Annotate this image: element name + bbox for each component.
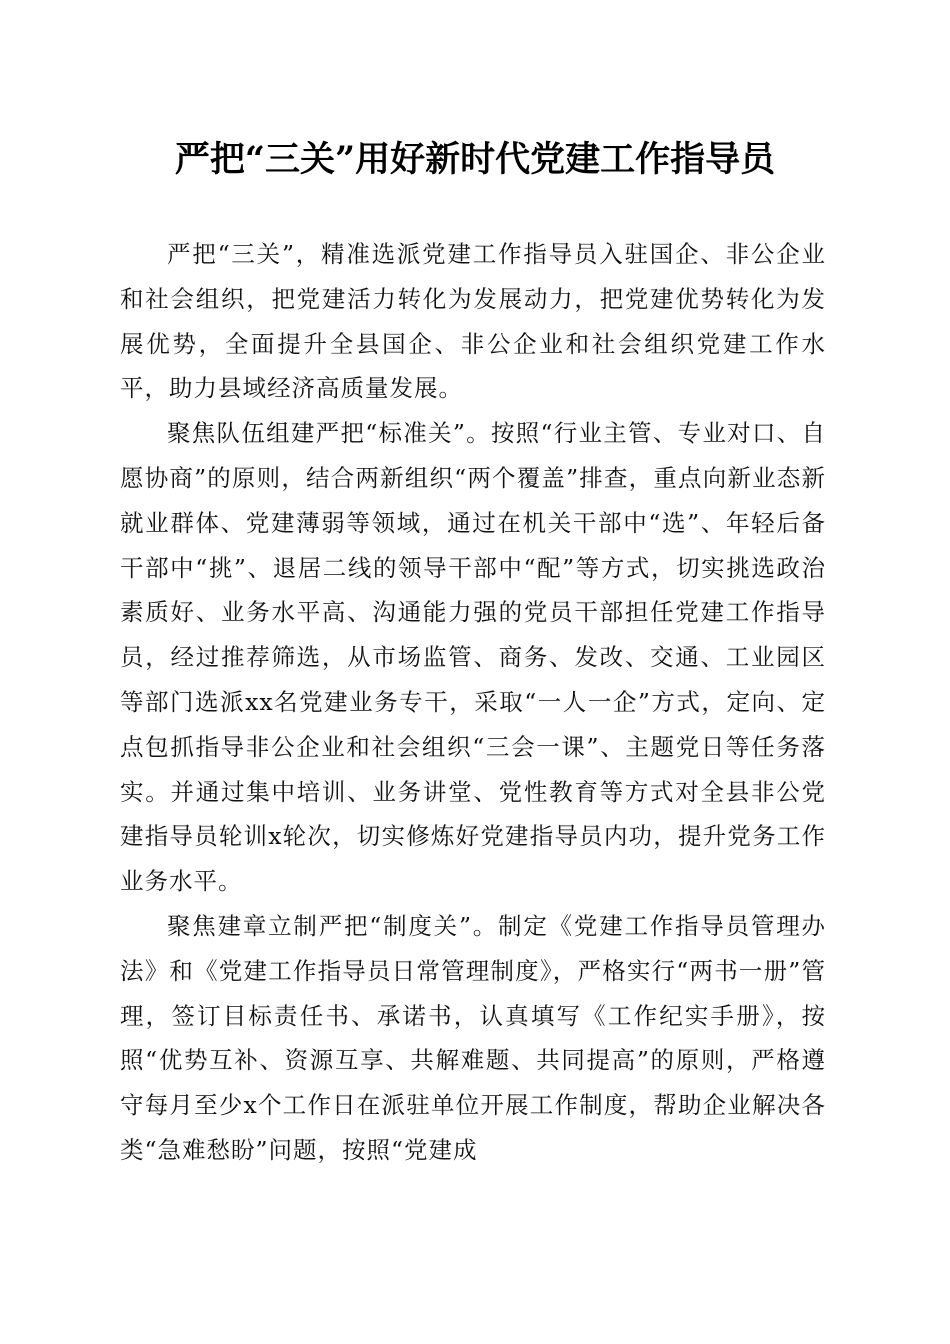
- paragraph-intro: 严把“三关”，精准选派党建工作指导员入驻国企、非公企业和社会组织，把党建活力转化为发展动力，把党建优势转化为发展优势，全面提升全县国企、非公企业和社会组织党建工作水平，助力县域经济高质量发展。: [120, 240, 826, 403]
- document-title: 严把“三关”用好新时代党建工作指导员: [174, 139, 776, 180]
- paragraph-system-gate: 聚焦建章立制严把“制度关”。制定《党建工作指导员管理办法》和《党建工作指导员日常管理制度》，严格实行“两书一册”管理，签订目标责任书、承诺书，认真填写《工作纪实手册》，按照“优势互补、资源互享、共解难题、共同提高”的原则，严格遵守每月至少x个工作日在派驻单位开展工作制度，帮助企业解决各类“急难愁盼”问题，按照“党建成: [120, 911, 826, 1164]
- document-body: [120, 232, 826, 1173]
- paragraph-standard-gate: 聚焦队伍组建严把“标准关”。按照“行业主管、专业对口、自愿协商”的原则，结合两新组织“两个覆盖”排查，重点向新业态新就业群体、党建薄弱等领域，通过在机关干部中“选”、年轻后备干部中“挑”、退居二线的领导干部中“配”等方式，切实挑选政治素质好、业务水平高、沟通能力强的党员干部担任党建工作指导员，经过推荐筛选，从市场监管、商务、发改、交通、工业园区等部门选派xx名党建业务专干，采取“一人一企”方式，定向、定点包抓指导非公企业和社会组织“三会一课”、主题党日等任务落实。并通过集中培训、业务讲堂、党性教育等方式对全县非公党建指导员轮训x轮次，切实修炼好党建指导员内功，提升党务工作业务水平。: [120, 419, 826, 896]
